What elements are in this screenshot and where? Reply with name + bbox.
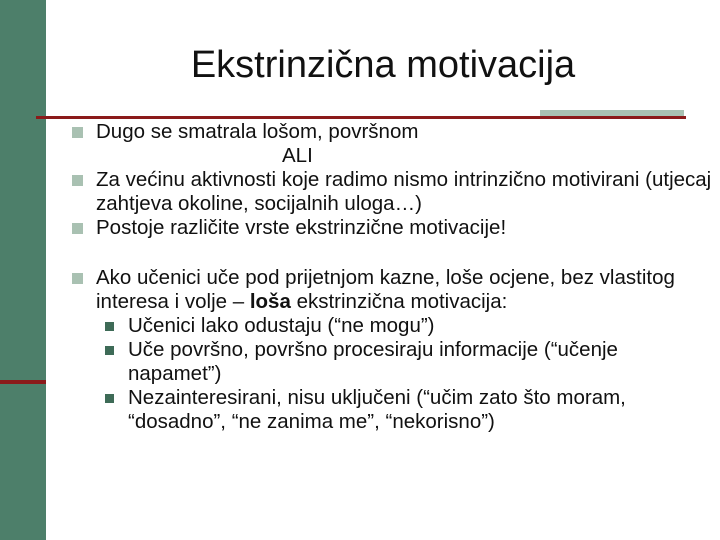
slide-content: [70, 120, 715, 434]
bullet-item: [70, 216, 715, 240]
bullet-item: [70, 168, 715, 216]
sub-bullet-text: Učenici lako odustaju (“ne mogu”): [128, 314, 435, 337]
square-bullet-icon: [72, 223, 83, 234]
bullet-text: Postoje različite vrste ekstrinzične motivacije!: [96, 216, 507, 239]
square-bullet-icon: [105, 322, 114, 331]
bullet-bold-text: loša: [249, 290, 291, 313]
sidebar-accent-line: [0, 380, 46, 384]
sub-bullet-item: [102, 314, 715, 338]
bullet-text: Dugo se smatrala lošom, površnom: [96, 120, 419, 143]
left-sidebar-bar: [0, 0, 46, 540]
square-bullet-icon: [105, 394, 114, 403]
title-divider: [36, 116, 686, 119]
connector-text: [70, 144, 715, 168]
square-bullet-icon: [105, 346, 114, 355]
square-bullet-icon: [72, 273, 83, 284]
bullet-text-part: ekstrinzična motivacija:: [290, 290, 508, 313]
sub-bullet-item: [102, 386, 715, 434]
sub-bullet-item: [102, 338, 715, 386]
square-bullet-icon: [72, 175, 83, 186]
bullet-item: [70, 266, 715, 314]
slide-title: Ekstrinzična motivacija: [190, 44, 576, 86]
bullet-text: Za većinu aktivnosti koje radimo nismo intrinzično motivirani (utjecaj zahtjeva okoline, socijalnih uloga…): [96, 168, 712, 215]
square-bullet-icon: [72, 127, 83, 138]
sub-bullet-text: Uče površno, površno procesiraju informacije (“učenje napamet”): [128, 338, 618, 385]
bullet-item: [70, 120, 715, 144]
bullet-text-part: Ako učenici uče pod prijetnjom kazne, loše ocjene, bez vlastitog interesa i volje –: [96, 266, 675, 313]
ali-text: ALI: [282, 144, 313, 167]
spacer: [70, 240, 715, 266]
sub-bullet-text: Nezainteresirani, nisu uključeni (“učim zato što moram, “dosadno”, “ne zanima me”, “nekorisno”): [128, 386, 626, 433]
